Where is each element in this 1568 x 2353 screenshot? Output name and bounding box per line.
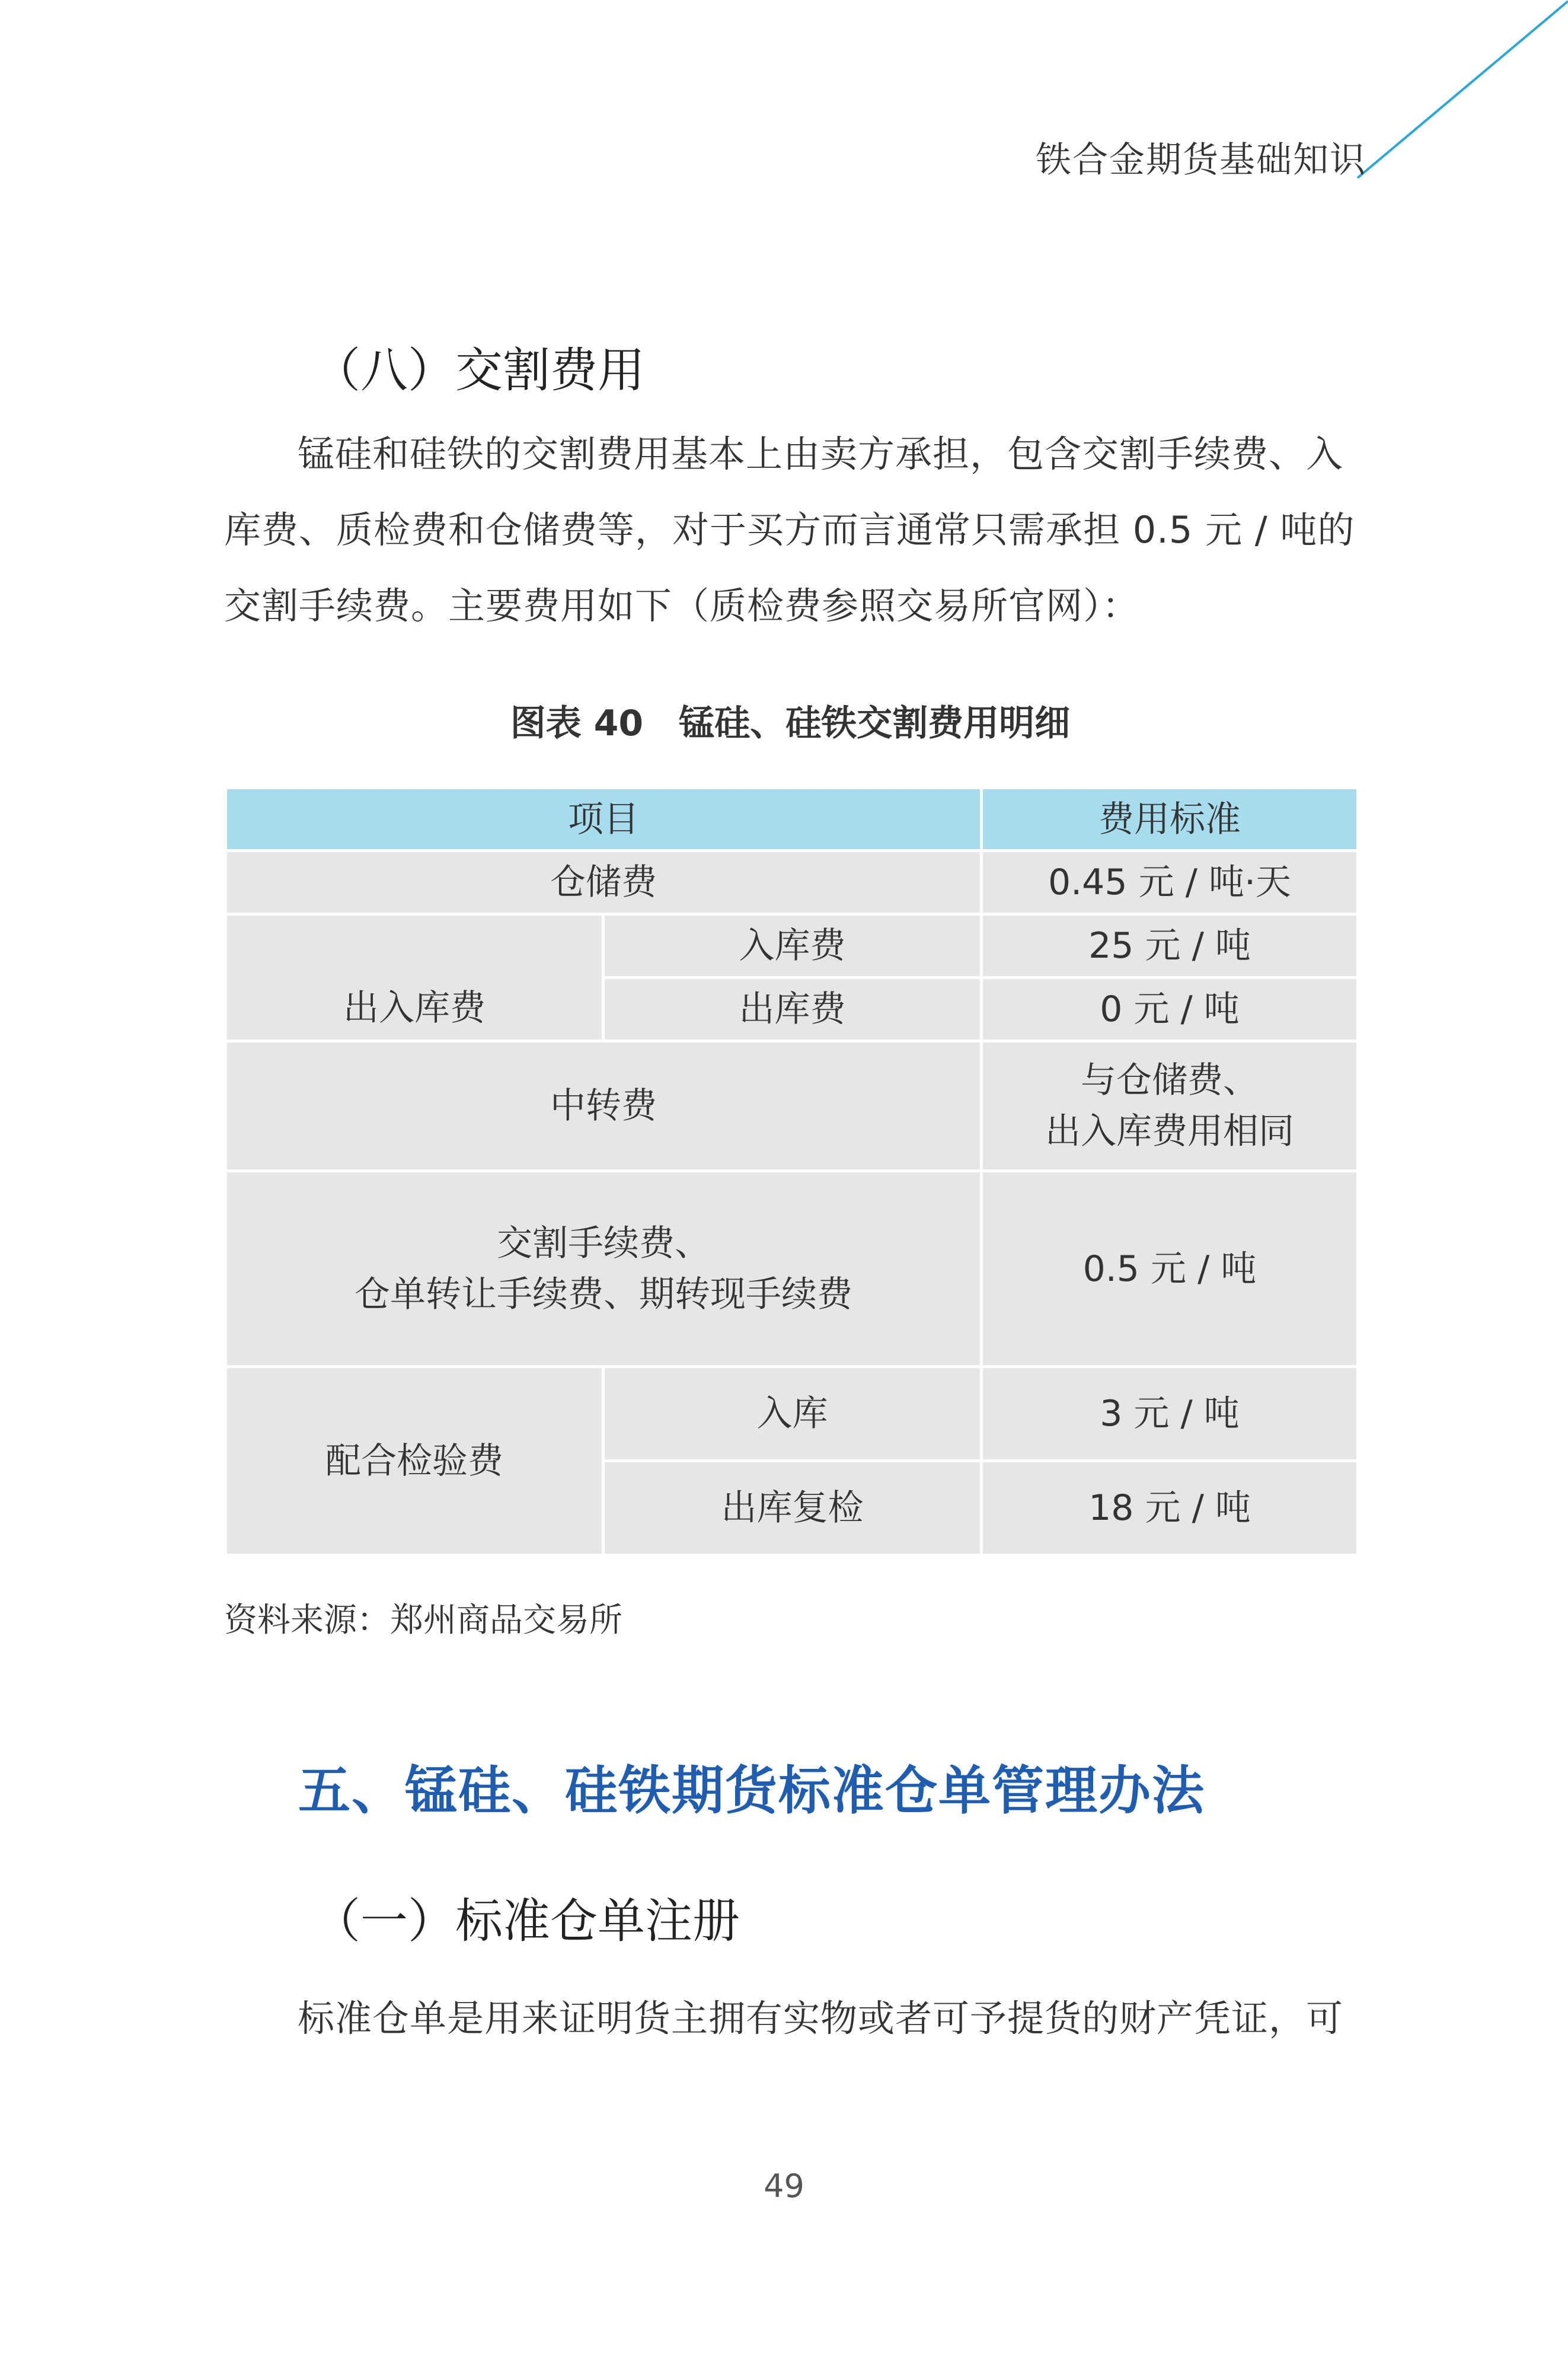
table-cell-text: 出入库费 [343,987,486,1029]
table-cell: 18 元 / 吨 [982,1461,1358,1555]
subsection-heading: （一）标准仓单注册 [313,1893,740,1949]
table-cell: 仓储费 [226,851,982,914]
running-header: 铁合金期货基础知识 [1036,139,1366,181]
table-row [226,1367,1358,1461]
source-note: 资料来源：郑州商品交易所 [224,1601,622,1640]
column-header-standard: 费用标准 [982,788,1358,851]
figure-caption: 图表 40 锰硅、硅铁交割费用明细 [510,703,1071,744]
page-number: 49 [764,2167,804,2205]
table-header-row [226,788,1358,851]
section-heading: （八）交割费用 [313,343,645,398]
table-cell [982,1041,1358,1171]
table-cell: 出库复检 [603,1461,982,1555]
table-cell [226,1171,982,1367]
header-accent-line [0,0,1568,237]
table-cell-text: 与仓储费、 [1081,1060,1259,1101]
delivery-fee-table [224,786,1359,1557]
table-row [226,851,1358,914]
table-row [226,914,1358,978]
table-cell: 入库 [603,1367,982,1461]
table-cell [226,914,603,1041]
table-cell: 出库费 [603,978,982,1041]
table-cell-text: 仓单转让手续费、期转现手续费 [355,1273,852,1315]
body-paragraph-2: 标准仓单是用来证明货主拥有实物或者可予提货的财产凭证，可 [298,1997,1344,2040]
table-cell: 入库费 [603,914,982,978]
table-row [226,1171,1358,1367]
column-header-item: 项目 [226,788,982,851]
table-cell-text: 出入库费用相同 [1045,1111,1294,1152]
table-row [226,1041,1358,1171]
table-cell: 0 元 / 吨 [982,978,1358,1041]
table-cell: 0.5 元 / 吨 [982,1171,1358,1367]
table-cell: 3 元 / 吨 [982,1367,1358,1461]
table-cell: 中转费 [226,1041,982,1171]
table-cell: 配合检验费 [226,1367,603,1555]
table-cell-text: 交割手续费、 [497,1222,710,1264]
table-cell: 25 元 / 吨 [982,914,1358,978]
chapter-heading: 五、锰硅、硅铁期货标准仓单管理办法 [298,1760,1206,1821]
table-cell: 0.45 元 / 吨·天 [982,851,1358,914]
body-paragraph-1: 锰硅和硅铁的交割费用基本上由卖方承担，包含交割手续费、入库费、质检费和仓储费等，对于买方而言通常只需承担 0.5 元 / 吨的交割手续费。主要费用如下（质检费参照交易所官网）： [224,432,1355,627]
